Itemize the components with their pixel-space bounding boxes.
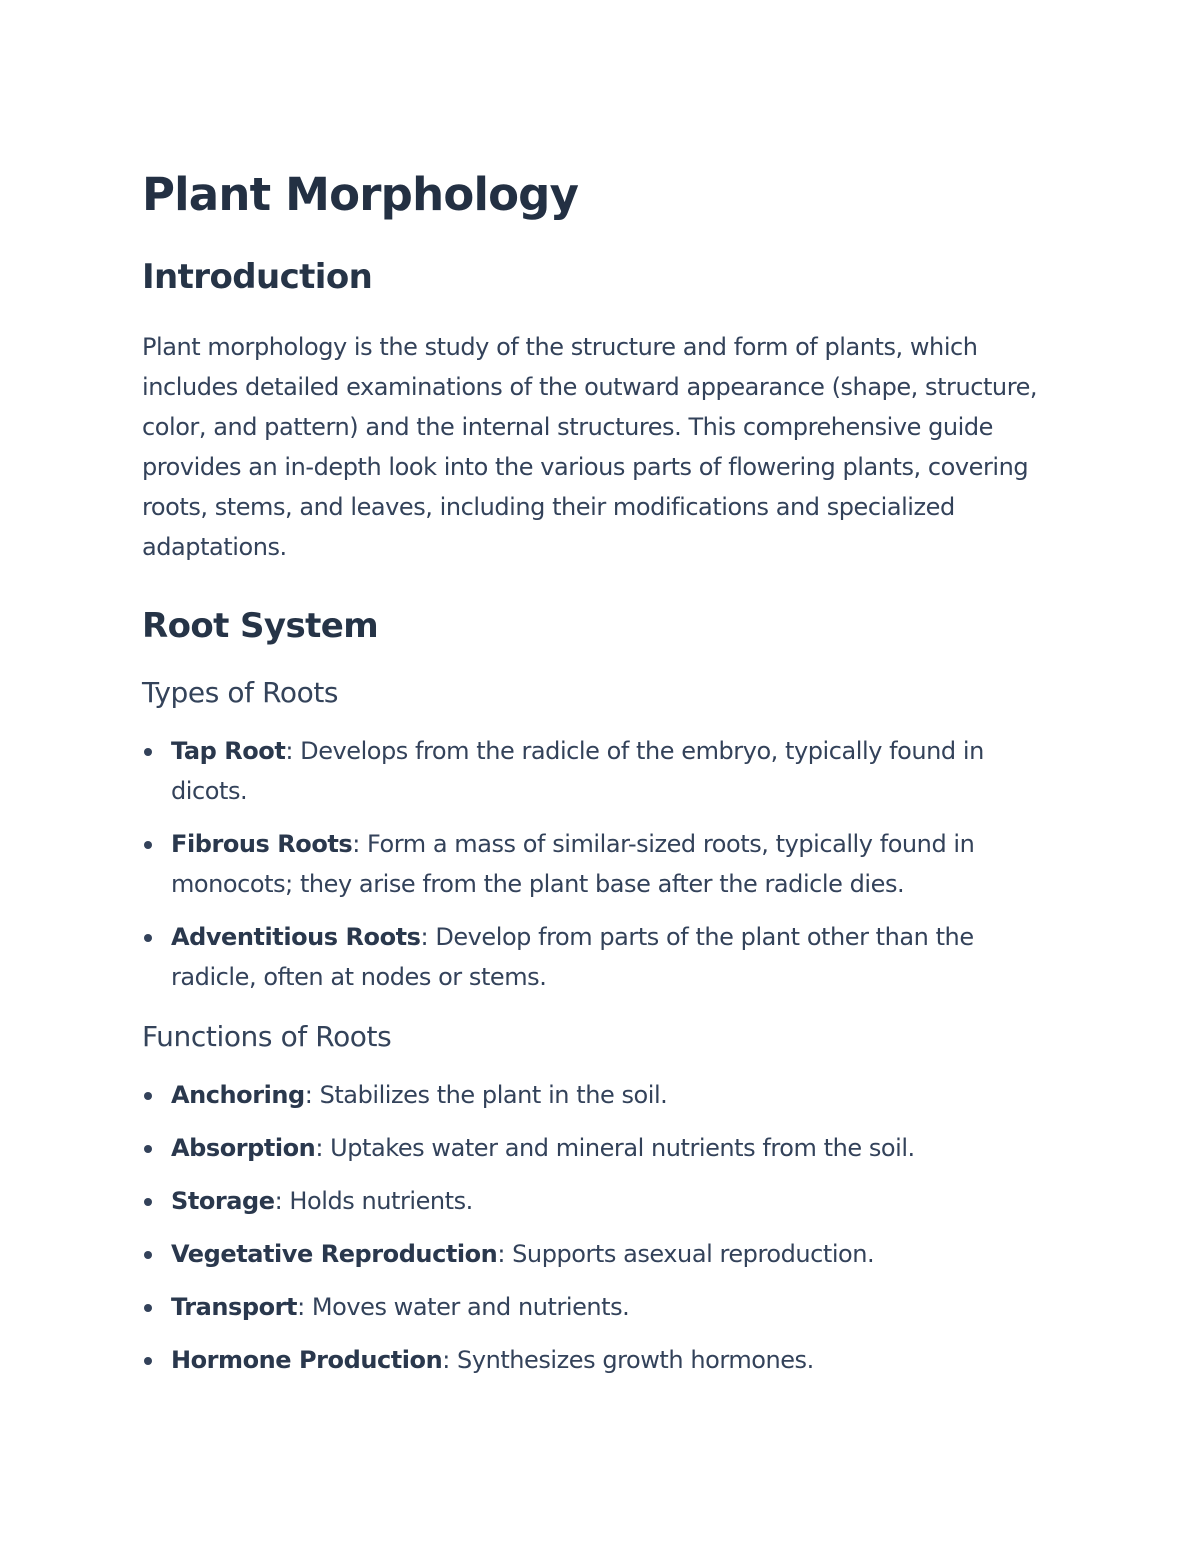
introduction-heading: Introduction	[142, 257, 373, 297]
list-item-tap-root	[142, 731, 1042, 811]
introduction-paragraph: Plant morphology is the study of the structure and form of plants, which includes detailed examinations of the outward appearance (shape, structure, color, and pattern) and the internal structures. This comprehensive guide provides an in-depth look into the various parts of flowering plants, covering roots, stems, and leaves, including their modifications and specialized adaptations.	[142, 333, 1038, 561]
bullet-icon	[144, 1092, 152, 1100]
list-item-fibrous-roots	[142, 824, 1042, 904]
document-page	[142, 160, 1042, 1393]
bullet-icon	[144, 1145, 152, 1153]
list-item-storage	[142, 1181, 1042, 1221]
list-item-description: : Supports asexual reproduction.	[497, 1240, 875, 1268]
list-item-description: : Form a mass of similar-sized roots, typically found in monocots; they arise from the plant base after the radicle dies.	[171, 830, 975, 898]
list-item-term: Hormone Production	[171, 1346, 443, 1374]
root-system-heading: Root System	[142, 606, 379, 646]
list-item-transport	[142, 1287, 1042, 1327]
types-of-roots-heading: Types of Roots	[142, 676, 339, 709]
bullet-icon	[144, 1251, 152, 1259]
bullet-icon	[144, 1304, 152, 1312]
list-item-anchoring	[142, 1075, 1042, 1115]
list-item-description: : Uptakes water and mineral nutrients from the soil.	[315, 1134, 915, 1162]
bullet-icon	[144, 748, 152, 756]
list-item-term: Tap Root	[171, 737, 286, 765]
list-item-term: Fibrous Roots	[171, 830, 353, 858]
list-item-description: : Stabilizes the plant in the soil.	[304, 1081, 668, 1109]
list-item-description: : Develops from the radicle of the embryo, typically found in dicots.	[171, 737, 984, 805]
list-item-term: Vegetative Reproduction	[171, 1240, 498, 1268]
bullet-icon	[144, 934, 152, 942]
list-item-term: Transport	[171, 1293, 298, 1321]
list-item-term: Absorption	[171, 1134, 316, 1162]
list-item-description: : Moves water and nutrients.	[297, 1293, 630, 1321]
list-item-adventitious-roots	[142, 917, 1042, 997]
functions-of-roots-list	[142, 1075, 1042, 1380]
list-item-term: Anchoring	[171, 1081, 305, 1109]
bullet-icon	[144, 841, 152, 849]
list-item-description: : Develop from parts of the plant other than the radicle, often at nodes or stems.	[171, 923, 974, 991]
list-item-description: : Holds nutrients.	[274, 1187, 473, 1215]
types-of-roots-list	[142, 731, 1042, 997]
list-item-term: Adventitious Roots	[171, 923, 421, 951]
bullet-icon	[144, 1198, 152, 1206]
list-item-vegetative-reproduction	[142, 1234, 1042, 1274]
list-item-hormone-production	[142, 1340, 1042, 1380]
functions-of-roots-heading: Functions of Roots	[142, 1020, 392, 1053]
list-item-description: : Synthesizes growth hormones.	[442, 1346, 814, 1374]
list-item-term: Storage	[171, 1187, 275, 1215]
list-item-absorption	[142, 1128, 1042, 1168]
page-title: Plant Morphology	[142, 168, 579, 221]
bullet-icon	[144, 1357, 152, 1365]
